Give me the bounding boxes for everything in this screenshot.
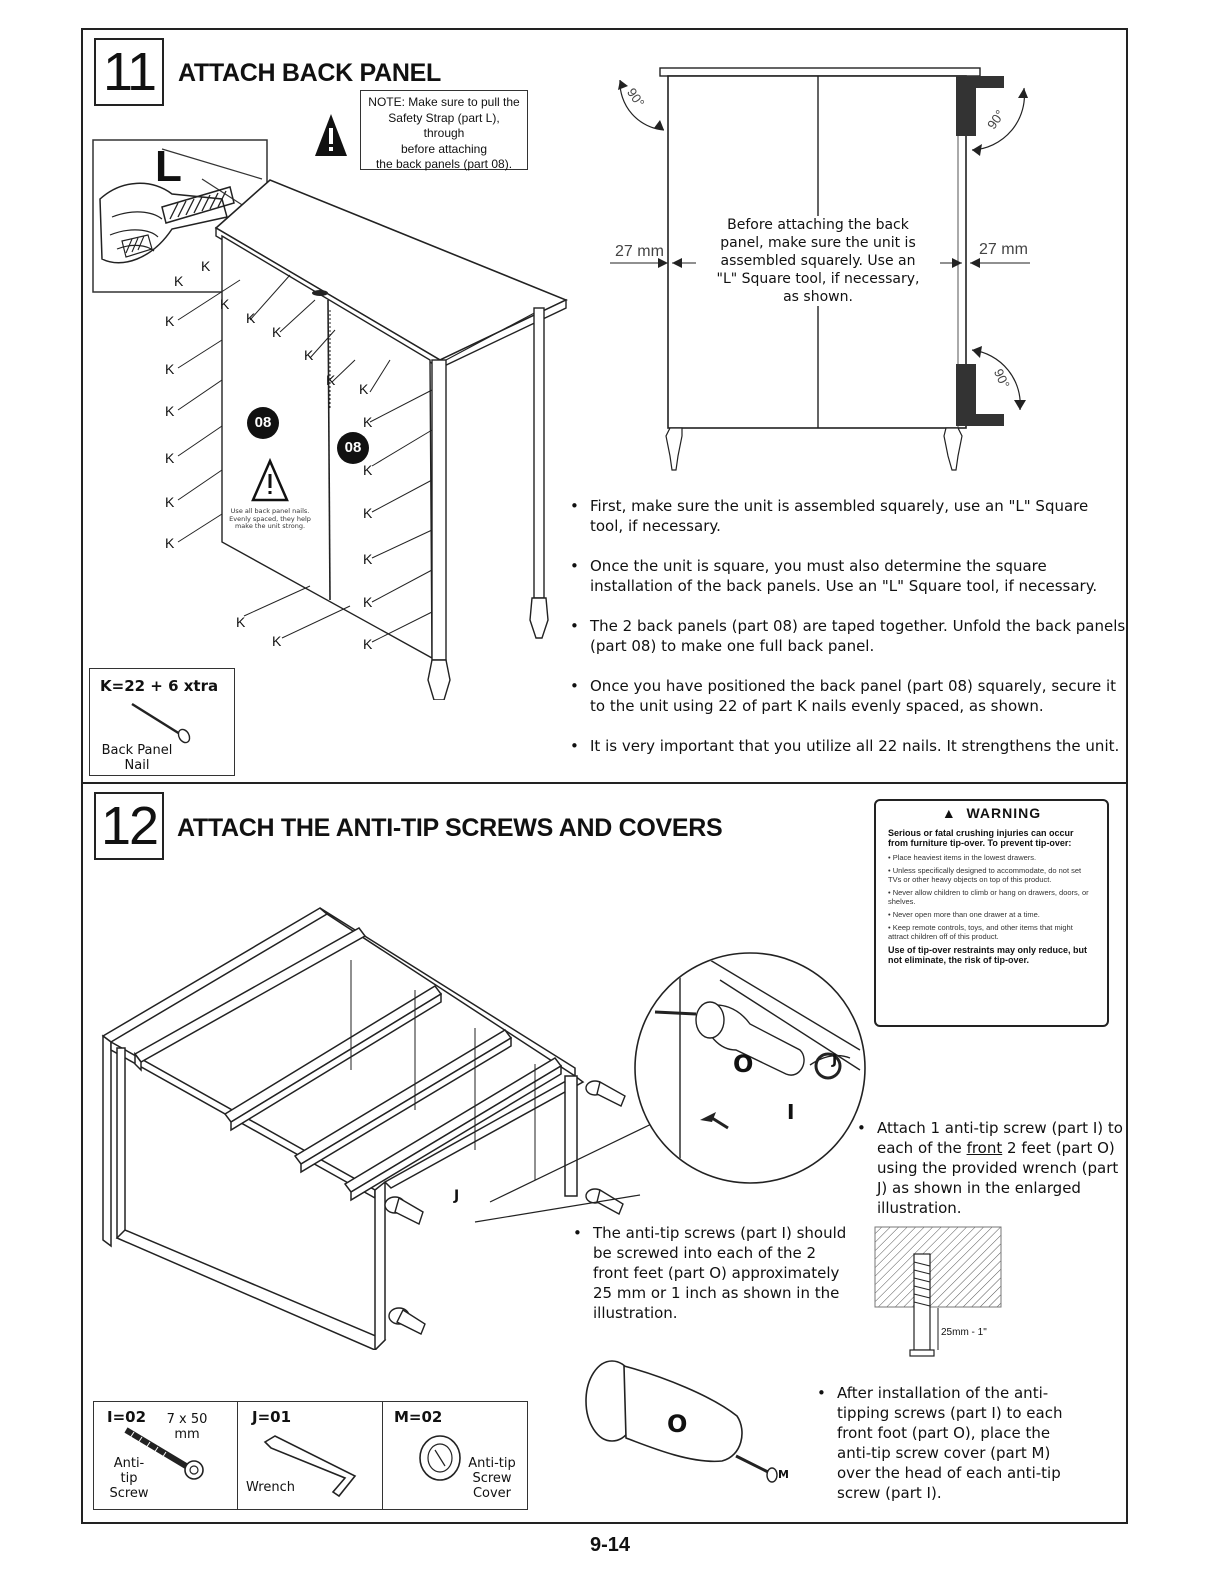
step-11-number: 11 xyxy=(94,38,164,106)
nail-label-k: K xyxy=(236,614,246,630)
nail-label-k: K xyxy=(165,535,175,551)
part-m-count: M=02 xyxy=(394,1408,443,1426)
section-divider xyxy=(81,782,1128,784)
back-panel-badge: 08 xyxy=(337,432,369,464)
nail-label-k: K xyxy=(363,414,373,430)
back-panel-badge: 08 xyxy=(247,407,279,439)
instruction-item: • It is very important that you utilize all 22 nails. It strengthens the unit. xyxy=(568,736,1126,756)
left-margin-dimension: 27 mm xyxy=(615,243,664,260)
warning-lead: Serious or fatal crushing injuries can occur from furniture tip-over. To prevent tip-over: xyxy=(888,828,1074,848)
step-11-title: ATTACH BACK PANEL xyxy=(178,59,441,87)
part-k-name: Back Panel Nail xyxy=(101,743,173,773)
right-margin-dimension: 27 mm xyxy=(979,241,1028,258)
warning-item: • Unless specifically designed to accommodate, do not set TVs or other heavy objects on top of this product. xyxy=(888,866,1082,884)
part-j-name: Wrench xyxy=(246,1480,295,1495)
step-11-instructions xyxy=(568,496,1126,756)
cabinet-back-drawing xyxy=(150,160,570,700)
part-i-count: I=02 xyxy=(107,1408,147,1426)
cover-label: M xyxy=(778,1468,789,1481)
strap-part-label: L xyxy=(155,142,182,191)
instruction-item: • The 2 back panels (part 08) are taped together. Unfold the back panels (part 08) to make one full back panel. xyxy=(568,616,1126,656)
part-i-name: Anti- tip Screw xyxy=(109,1456,149,1501)
nail-label-k: K xyxy=(359,381,369,397)
nail-label-k: K xyxy=(165,494,175,510)
angle-label: 90° xyxy=(990,366,1013,391)
part-m-name: Anti-tip Screw Cover xyxy=(468,1456,516,1501)
nail-label-k: K xyxy=(363,594,373,610)
warning-item: • Keep remote controls, toys, and other items that might attract children off of this product. xyxy=(888,923,1073,941)
warning-item: • Place heaviest items in the lowest drawers. xyxy=(888,853,1037,862)
depth-label: 25mm - 1" xyxy=(941,1327,987,1338)
step-12-title: ATTACH THE ANTI-TIP SCREWS AND COVERS xyxy=(177,814,723,842)
nail-label-k: K xyxy=(165,403,175,419)
parts-divider xyxy=(237,1401,238,1510)
nail-label-k: K xyxy=(304,347,314,363)
zoom-screw-label: I xyxy=(787,1100,795,1124)
step-12-number: 12 xyxy=(94,792,164,860)
warning-triangle-icon: ▲ xyxy=(941,805,957,821)
instruction-item: • Once you have positioned the back panel (part 08) squarely, secure it to the unit using 22 of part K nails evenly spaced, as shown. xyxy=(568,676,1126,716)
nail-label-k: K xyxy=(165,361,175,377)
nail-label-k: K xyxy=(363,636,373,652)
page-number: 9-14 xyxy=(589,1534,631,1556)
step-12-mid-instruction xyxy=(571,1223,856,1323)
warning-heading: ▲ WARNING xyxy=(941,805,1042,821)
nail-label-k: K xyxy=(220,296,230,312)
nail-icon xyxy=(128,700,198,744)
screw-depth-diagram xyxy=(874,1226,1004,1366)
part-i-size: 7 x 50 mm xyxy=(166,1412,208,1442)
nail-label-k: K xyxy=(201,258,211,274)
warning-icon xyxy=(250,458,290,504)
warning-item: • Never allow children to climb or hang on drawers, doors, or shelves. xyxy=(888,888,1089,906)
part-k-count: K=22 + 6 xtra xyxy=(100,677,219,695)
nail-label-k: K xyxy=(326,372,336,388)
nail-label-k: K xyxy=(272,324,282,340)
instruction-item: • First, make sure the unit is assembled squarely, use an "L" Square tool, if necessary. xyxy=(568,496,1126,536)
nail-label-k: K xyxy=(363,551,373,567)
body-wrench-label: J xyxy=(454,1188,460,1204)
angle-label: 90° xyxy=(984,107,1008,132)
nail-label-k: K xyxy=(165,450,175,466)
safety-strap-note: NOTE: Make sure to pull the Safety Strap (part L), through before attaching the back panels (part 08). xyxy=(360,90,528,170)
nail-label-k: K xyxy=(165,313,175,329)
angle-label: 90° xyxy=(624,85,648,110)
parts-divider xyxy=(382,1401,383,1510)
nail-label-k: K xyxy=(363,505,373,521)
zoom-foot-label: O xyxy=(733,1050,754,1078)
foot-label: O xyxy=(667,1410,688,1438)
nail-usage-note: Use all back panel nails. Evenly spaced, they help make the unit strong. xyxy=(229,507,311,530)
zoom-wrench-label: J xyxy=(832,1052,838,1068)
nail-label-k: K xyxy=(363,462,373,478)
instruction-item: • The anti-tip screws (part I) should be screwed into each of the 2 front feet (part O) approximately 25 mm or 1 inch as shown in the illustration. xyxy=(571,1223,856,1323)
instruction-item: • Once the unit is square, you must also determine the square installation of the back panels. Use an "L" Square tool, if necessary. xyxy=(568,556,1126,596)
step-12-right-instruction xyxy=(855,1118,1125,1218)
square-instruction-text: Before attaching the back panel, make sure the unit is assembled squarely. Use an "L" Square tool, if necessary, as shown. xyxy=(711,216,925,306)
warning-item: • Never open more than one drawer at a time. xyxy=(888,910,1040,919)
nail-label-k: K xyxy=(272,633,282,649)
step-12-cover-instruction xyxy=(815,1383,1075,1503)
instruction-item: • Attach 1 anti-tip screw (part I) to each of the front 2 feet (part O) using the provided wrench (part J) as shown in the enlarged illustration. xyxy=(855,1118,1125,1218)
nail-label-k: K xyxy=(174,273,184,289)
part-j-count: J=01 xyxy=(252,1408,292,1426)
caution-icon xyxy=(313,112,349,158)
instruction-item: • After installation of the anti-tipping screws (part I) to each front foot (part O), place the anti-tip screw cover (part M) over the head of each anti-tip screw (part I). xyxy=(815,1383,1075,1503)
warning-tail: Use of tip-over restraints may only reduce, but not eliminate, the risk of tip-over. xyxy=(888,945,1088,965)
tip-over-warning-label xyxy=(874,799,1109,1027)
screw-cover-icon xyxy=(415,1432,465,1486)
nail-label-k: K xyxy=(246,310,256,326)
